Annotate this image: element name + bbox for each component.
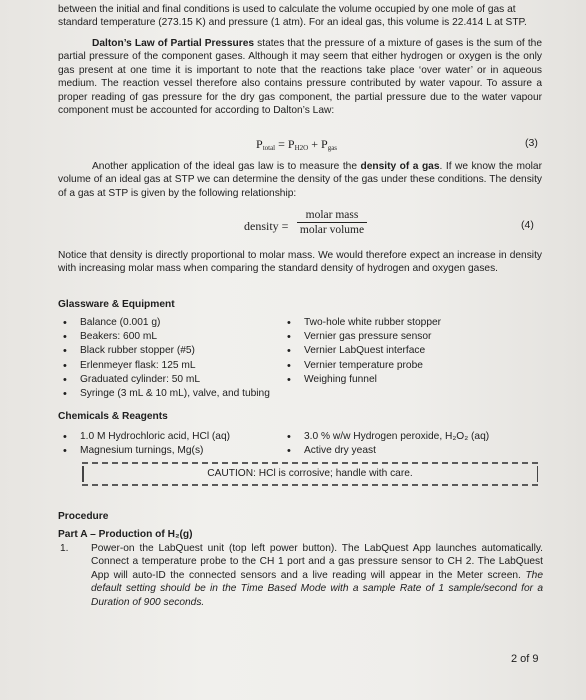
reagents-list-right [284,430,489,458]
eq3-p-h2o: $P_{H2O}$ [287,137,309,152]
equation-4-denominator: molar volume [299,224,365,236]
step-number: 1. [60,543,69,554]
list-item: • Vernier LabQuest interface [284,344,441,358]
glassware-list-right [284,316,441,387]
intro-line-2: standard temperature (273.15 K) and pressure (1 atm). For an ideal gas, this volume is 22.414 L at STP. [58,17,527,28]
list-item: • 3.0 % w/w Hydrogen peroxide, H₂O₂ (aq) [284,430,489,444]
density-paragraph: Another application of the ideal gas law is to measure the density of a gas. If we know the molar volume of an ideal gas at STP we can determine the density of the gas under these conditions. The density of a gas at STP is given by the following relationship: [58,161,542,199]
glassware-list-left [60,316,270,401]
equation-3-number: (3) [525,137,538,149]
caution-text: CAUTION: HCl is corrosive; handle with care. [207,468,413,479]
equation-4-fraction [297,209,367,236]
list-item: • Graduated cylinder: 50 mL [60,373,270,387]
list-item: • Beakers: 600 mL [60,330,270,344]
list-item: • Active dry yeast [284,444,489,458]
reagents-heading: Chemicals & Reagents [58,411,168,422]
page-number: 2 of 9 [511,653,539,665]
eq3-p-total: $P_{total}$ [256,137,276,152]
equation-4-number: (4) [521,219,534,231]
glassware-heading: Glassware & Equipment [58,299,175,310]
caution-box [82,462,538,486]
list-item: • 1.0 M Hydrochloric acid, HCl (aq) [60,430,230,444]
part-a-heading: Part A – Production of H₂(g) [58,529,193,540]
list-item: • Weighing funnel [284,373,441,387]
equation-4-numerator: molar mass [305,209,359,221]
eq3-p-gas: $P_{gas}$ [321,137,338,152]
list-item: • Two-hole white rubber stopper [284,316,441,330]
list-item: • Vernier temperature probe [284,359,441,373]
intro-line-1: between the initial and final conditions is used to calculate the volume occupied by one mole of gas at [58,4,516,15]
procedure-heading: Procedure [58,511,109,522]
density-term: density of a gas [360,161,440,172]
dalton-text: states that the pressure of a mixture of gases is the sum of the partial pressure of the component gases. Although it may seem that either hydrogen or oxygen is the only gas present at one time it is important to note that the reactions take place ‘over water’ or in aqueous medium. The reaction vessel therefore also contains pressure contributed by water vapour. To assure a proper reading of gas pressure for the dry gas component, the partial pressure due to the water vapour component must be accounted for according to Dalton’s Law: [58,38,543,117]
notice-paragraph: Notice that density is directly proportional to molar mass. We would therefore expect an increase in density with increasing molar mass when comparing the standard density of hydrogen and oxygen gases. [58,250,542,275]
equation-4-lhs: density = [244,219,289,233]
equation-3: $P_{total} = P_{H2O} + P_{gas}$ [256,137,338,152]
list-item: • Magnesium turnings, Mg(s) [60,444,230,458]
step-1-text: Power-on the LabQuest unit (top left power button). The LabQuest App launches automatically. Connect a temperature probe to the CH 1 port and a gas pressure sensor to CH 2. The LabQuest App will auto-ID the connected sensors and a live reading will appear in the Meter screen. The default setting should be in the Time Based Mode with a sample Rate of 1 sample/second for a Duration of 900 seconds. [91,543,543,608]
list-item: • Erlenmeyer flask: 125 mL [60,359,270,373]
reagents-list-left [60,430,230,458]
dalton-term: Dalton’s Law of Partial Pressures [92,38,255,49]
list-item: • Vernier gas pressure sensor [284,330,441,344]
list-item: • Black rubber stopper (#5) [60,344,270,358]
dalton-paragraph [58,37,542,117]
step-1-italic: The default setting should be in the Time Based Mode with a sample Rate of 1 sample/second for a Duration of 900 seconds. [91,569,543,608]
list-item: • Balance (0.001 g) [60,316,270,330]
list-item: • Syringe (3 mL & 10 mL), valve, and tubing [60,387,270,401]
